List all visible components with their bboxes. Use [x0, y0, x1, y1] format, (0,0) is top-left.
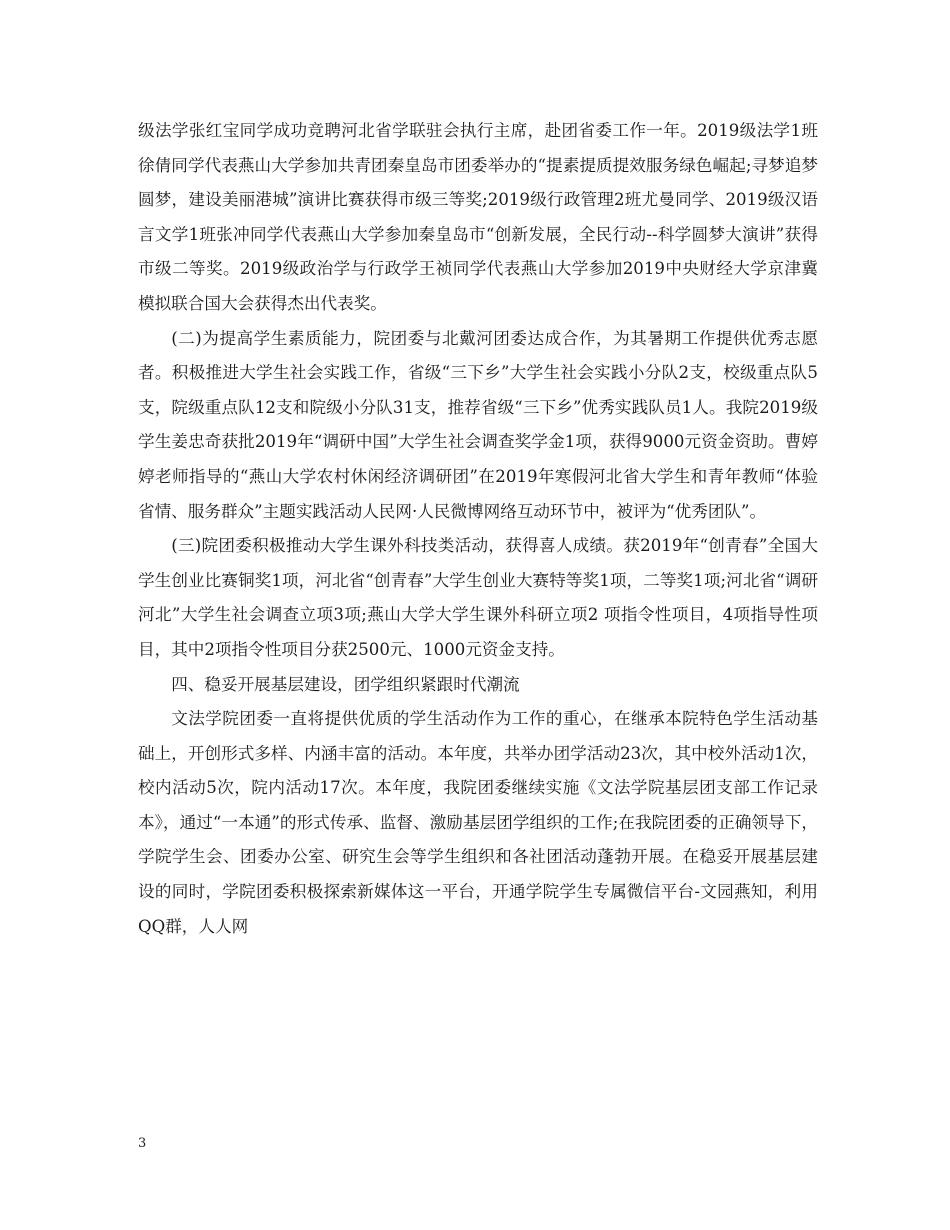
document-body: [138, 114, 818, 944]
section-heading: 四、稳妥开展基层建设，团学组织紧跟时代潮流: [171, 674, 520, 694]
paragraph-3: (三)院团委积极推动大学生课外科技类活动，获得喜人成绩。获2019年“创青春”全国大学生创业比赛铜奖1项，河北省“创青春”大学生创业大赛特等奖1项，二等奖1项;河北省“调研河北”大学生社会调查立项3项;燕山大学大学生课外科研立项2 项指令性项目，4项指导性项目，其中2项指令性项目分获2500元、1000元资金支持。: [138, 536, 818, 659]
paragraph-1: 级法学张红宝同学成功竞聘河北省学联驻会执行主席，赴团省委工作一年。2019级法学1班徐倩同学代表燕山大学参加共青团秦皇岛市团委举办的“提素提质提效服务绿色崛起;寻梦追梦圆梦，建设美丽港城”演讲比赛获得市级三等奖;2019级行政管理2班尤曼同学、2019级汉语言文学1班张冲同学代表燕山大学参加秦皇岛市“创新发展，全民行动--科学圆梦大演讲”获得市级二等奖。2019级政治学与行政学王祯同学代表燕山大学参加2019中央财经大学京津冀模拟联合国大会获得杰出代表奖。: [138, 121, 818, 313]
page-number: 3: [138, 1136, 147, 1151]
paragraph-5: 文法学院团委一直将提供优质的学生活动作为工作的重心，在继承本院特色学生活动基础上，开创形式多样、内涵丰富的活动。本年度，共举办团学活动23次，其中校外活动1次，校内活动5次，院内活动17次。本年度，我院团委继续实施《文法学院基层团支部工作记录本》，通过“一本通”的形式传承、监督、激励基层团学组织的工作;在我院团委的正确领导下，学院学生会、团委办公室、研究生会等学生组织和各社团活动蓬勃开展。在稳妥开展基层建设的同时，学院团委积极探索新媒体这一平台，开通学院学生专属微信平台-文园燕知，利用QQ群，人人网: [138, 709, 818, 936]
paragraph-2: (二)为提高学生素质能力，院团委与北戴河团委达成合作，为其暑期工作提供优秀志愿者。积极推进大学生社会实践工作，省级“三下乡”大学生社会实践小分队2支，校级重点队5支，院级重点队12支和院级小分队31支，推荐省级“三下乡”优秀实践队员1人。我院2019级学生姜忠奇获批2019年“调研中国”大学生社会调查奖学金1项，获得9000元资金资助。曹婷婷老师指导的“燕山大学农村休闲经济调研团”在2019年寒假河北省大学生和青年教师“体验省情、服务群众”主题实践活动人民网·人民微博网络互动环节中，被评为“优秀团队”。: [138, 328, 818, 521]
